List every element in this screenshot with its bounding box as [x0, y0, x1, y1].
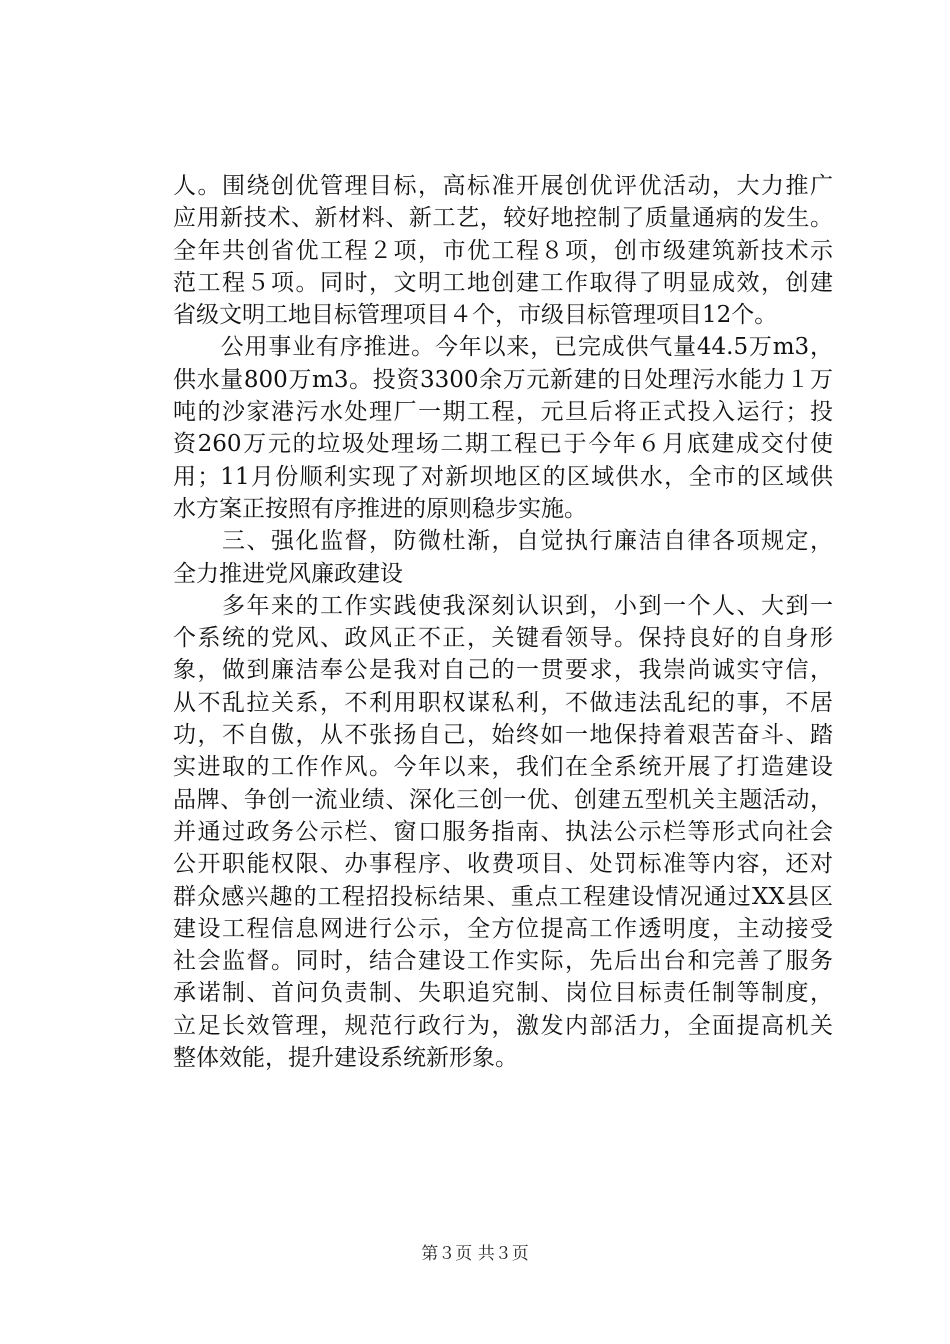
- page-footer: 第３页 共３页: [421, 1244, 529, 1264]
- text-line: 个系统的党风、政风正不正，关键看领导。保持良好的自身形: [173, 625, 833, 652]
- text-line: 全力推进党风廉政建设: [173, 560, 403, 587]
- text-line: 社会监督。同时，结合建设工作实际，先后出台和完善了服务: [173, 948, 833, 975]
- text-line: 承诺制、首问负责制、失职追究制、岗位目标责任制等制度，: [173, 980, 833, 1007]
- text-line: 用；11月份顺利实现了对新坝地区的区域供水，全市的区域供: [173, 463, 833, 490]
- text-line: 多年来的工作实践使我深刻认识到，小到一个人、大到一: [173, 592, 833, 619]
- text-line: 吨的沙家港污水处理厂一期工程，元旦后将正式投入运行；投: [173, 399, 833, 426]
- text-line: 实进取的工作作风。今年以来，我们在全系统开展了打造建设: [173, 754, 833, 781]
- text-line: 功，不自傲，从不张扬自己，始终如一地保持着艰苦奋斗、踏: [173, 722, 833, 749]
- text-line: 资260万元的垃圾处理场二期工程已于今年６月底建成交付使: [173, 431, 833, 458]
- text-line: 整体效能，提升建设系统新形象。: [173, 1045, 518, 1072]
- text-line: 应用新技术、新材料、新工艺，较好地控制了质量通病的发生。: [173, 205, 833, 232]
- text-line: 公开职能权限、办事程序、收费项目、处罚标准等内容，还对: [173, 851, 833, 878]
- text-line: 群众感兴趣的工程招投标结果、重点工程建设情况通过XX县区: [173, 883, 833, 910]
- text-line: 建设工程信息网进行公示，全方位提高工作透明度，主动接受: [173, 915, 833, 942]
- text-line: 并通过政务公示栏、窗口服务指南、执法公示栏等形式向社会: [173, 818, 833, 845]
- text-line: 范工程５项。同时，文明工地创建工作取得了明显成效，创建: [173, 269, 833, 296]
- text-line: 从不乱拉关系，不利用职权谋私利，不做违法乱纪的事，不居: [173, 689, 833, 716]
- text-line: 省级文明工地目标管理项目４个，市级目标管理项目12个。: [173, 302, 778, 329]
- text-line: 品牌、争创一流业绩、深化三创一优、创建五型机关主题活动，: [173, 786, 833, 813]
- text-line: 三、强化监督，防微杜渐，自觉执行廉洁自律各项规定，: [173, 528, 833, 555]
- text-line: 人。围绕创优管理目标，高标准开展创优评优活动，大力推广: [173, 173, 833, 199]
- text-line: 立足长效管理，规范行政行为，激发内部活力，全面提高机关: [173, 1012, 833, 1039]
- text-line: 水方案正按照有序推进的原则稳步实施。: [173, 495, 587, 522]
- document-body: [173, 170, 833, 1074]
- text-line: 全年共创省优工程２项，市优工程８项，创市级建筑新技术示: [173, 237, 833, 264]
- text-line: 供水量800万m3。投资3300余万元新建的日处理污水能力１万: [173, 366, 833, 393]
- text-line: 公用事业有序推进。今年以来，已完成供气量44.5万m3，: [173, 334, 833, 361]
- text-line: 象，做到廉洁奉公是我对自己的一贯要求，我崇尚诚实守信，: [173, 657, 833, 684]
